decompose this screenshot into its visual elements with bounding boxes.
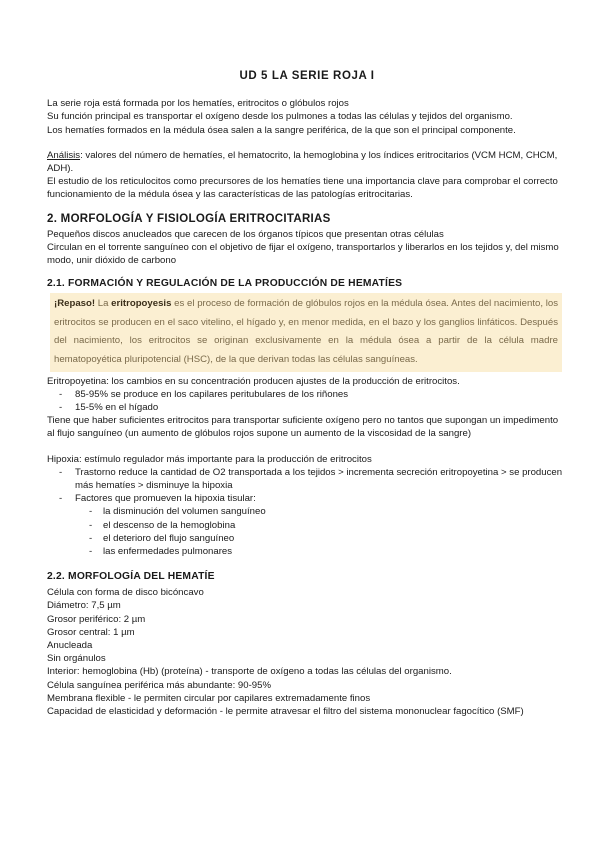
- list-item: - las enfermedades pulmonares: [47, 545, 567, 558]
- repaso-text: es el proceso de formación de glóbulos rojos en la médula ósea. Antes del nacimiento, los eritrocitos se producen en el saco vitelino, el hígado y, en menor medida, en el bazo y los ganglios linfáticos. Después del nacimiento, los eritrocitos se originan exclusivamente en la médula ósea a partir de la célula madre hematopoyética pluripotencial (HSC), de la que derivan todas las células sanguíneas.: [54, 298, 558, 366]
- list-item: - 15-5% en el hígado: [47, 401, 567, 414]
- hipoxia-list: [47, 466, 567, 558]
- morfologia-line: Célula sanguínea periférica más abundante: 90-95%: [47, 679, 272, 691]
- factores-list: [47, 505, 567, 558]
- reticulocitos-paragraph: El estudio de los reticulocitos como precursores de los hematíes tiene una importancia clave para comprobar el correcto funcionamiento de la médula ósea y las características de las patologías eritrocitarias.: [47, 176, 558, 201]
- repaso-label: ¡Repaso!: [54, 298, 96, 310]
- eritropoyetina-line: Eritropoyetina: los cambios en su concentración producen ajustes de la producción de eritrocitos.: [47, 375, 460, 387]
- list-item: - 85-95% se produce en los capilares peritubulares de los riñones: [47, 388, 567, 401]
- intro-line: Su función principal es transportar el oxígeno desde los pulmones a todas las células y tejidos del organismo.: [47, 111, 513, 123]
- list-item: - la disminución del volumen sanguíneo: [47, 505, 567, 518]
- morfologia-line: Interior: hemoglobina (Hb) (proteína) - transporte de oxígeno a todas las células del organismo.: [47, 666, 452, 678]
- analisis-label: Análisis: [47, 149, 81, 161]
- factores-label: Factores que promueven la hipoxia tisular:: [75, 493, 256, 505]
- list-item: [47, 492, 567, 558]
- hipoxia-line: Hipoxia: estímulo regulador más importante para la producción de eritrocitos: [47, 453, 372, 465]
- list-item: - el descenso de la hemoglobina: [47, 519, 567, 532]
- section-2-heading: 2. MORFOLOGÍA Y FISIOLOGÍA ERITROCITARIAS: [47, 212, 331, 225]
- analisis-paragraph: [47, 149, 567, 175]
- analisis-text: : valores del número de hematíes, el hematocrito, la hemoglobina y los índices eritrocitarios (VCM HCM, CHCM, ADH).: [47, 149, 558, 175]
- repaso-highlight-box: [50, 293, 562, 371]
- document-page: [47, 70, 567, 718]
- section-2-line: Circulan en el torrente sanguíneo con el objetivo de fijar el oxígeno, transportarlos y liberarlos en los tejidos y, del mismo modo, unir dióxido de carbono: [47, 241, 559, 267]
- repaso-text: La: [95, 298, 112, 310]
- morfologia-line: Célula con forma de disco bicóncavo: [47, 587, 204, 599]
- morfologia-line: Grosor central: 1 µm: [47, 626, 135, 638]
- morfologia-line: Capacidad de elasticidad y deformación - le permite atravesar el filtro del sistema mononuclear fagocítico (SMF): [47, 706, 524, 718]
- intro-line: Los hematíes formados en la médula ósea salen a la sangre periférica, de la que son el principal componente.: [47, 124, 516, 136]
- morfologia-line: Sin orgánulos: [47, 653, 106, 665]
- intro-line: La serie roja está formada por los hematíes, eritrocitos o glóbulos rojos: [47, 98, 349, 110]
- eritropoyesis-term: eritropoyesis: [111, 298, 172, 310]
- morfologia-line: Diámetro: 7,5 µm: [47, 600, 121, 612]
- section-2-1-heading: 2.1. FORMACIÓN Y REGULACIÓN DE LA PRODUCCIÓN DE HEMATÍES: [47, 278, 403, 290]
- morfologia-line: Membrana flexible - le permiten circular por capilares extremadamente finos: [47, 692, 371, 704]
- document-title: UD 5 LA SERIE ROJA I: [239, 70, 375, 82]
- morfologia-line: Anucleada: [47, 640, 93, 652]
- list-item: - el deterioro del flujo sanguíneo: [47, 532, 567, 545]
- list-item: - Trastorno reduce la cantidad de O2 transportada a los tejidos > incrementa secreción eritropoyetina > se producen más hematíes > disminuye la hipoxia: [47, 466, 567, 492]
- section-2-2-heading: 2.2. MORFOLOGÍA DEL HEMATÍE: [47, 571, 215, 583]
- balance-paragraph: Tiene que haber suficientes eritrocitos para transportar suficiente oxígeno pero no tantos que supongan un impedimento al flujo sanguíneo (un aumento de glóbulos rojos supone un aumento de la viscosidad de la sangre): [47, 415, 559, 440]
- eritropoyetina-list: [47, 388, 567, 414]
- morfologia-line: Grosor periférico: 2 µm: [47, 613, 146, 625]
- section-2-line: Pequeños discos anucleados que carecen de los órganos típicos que presentan otras células: [47, 228, 444, 240]
